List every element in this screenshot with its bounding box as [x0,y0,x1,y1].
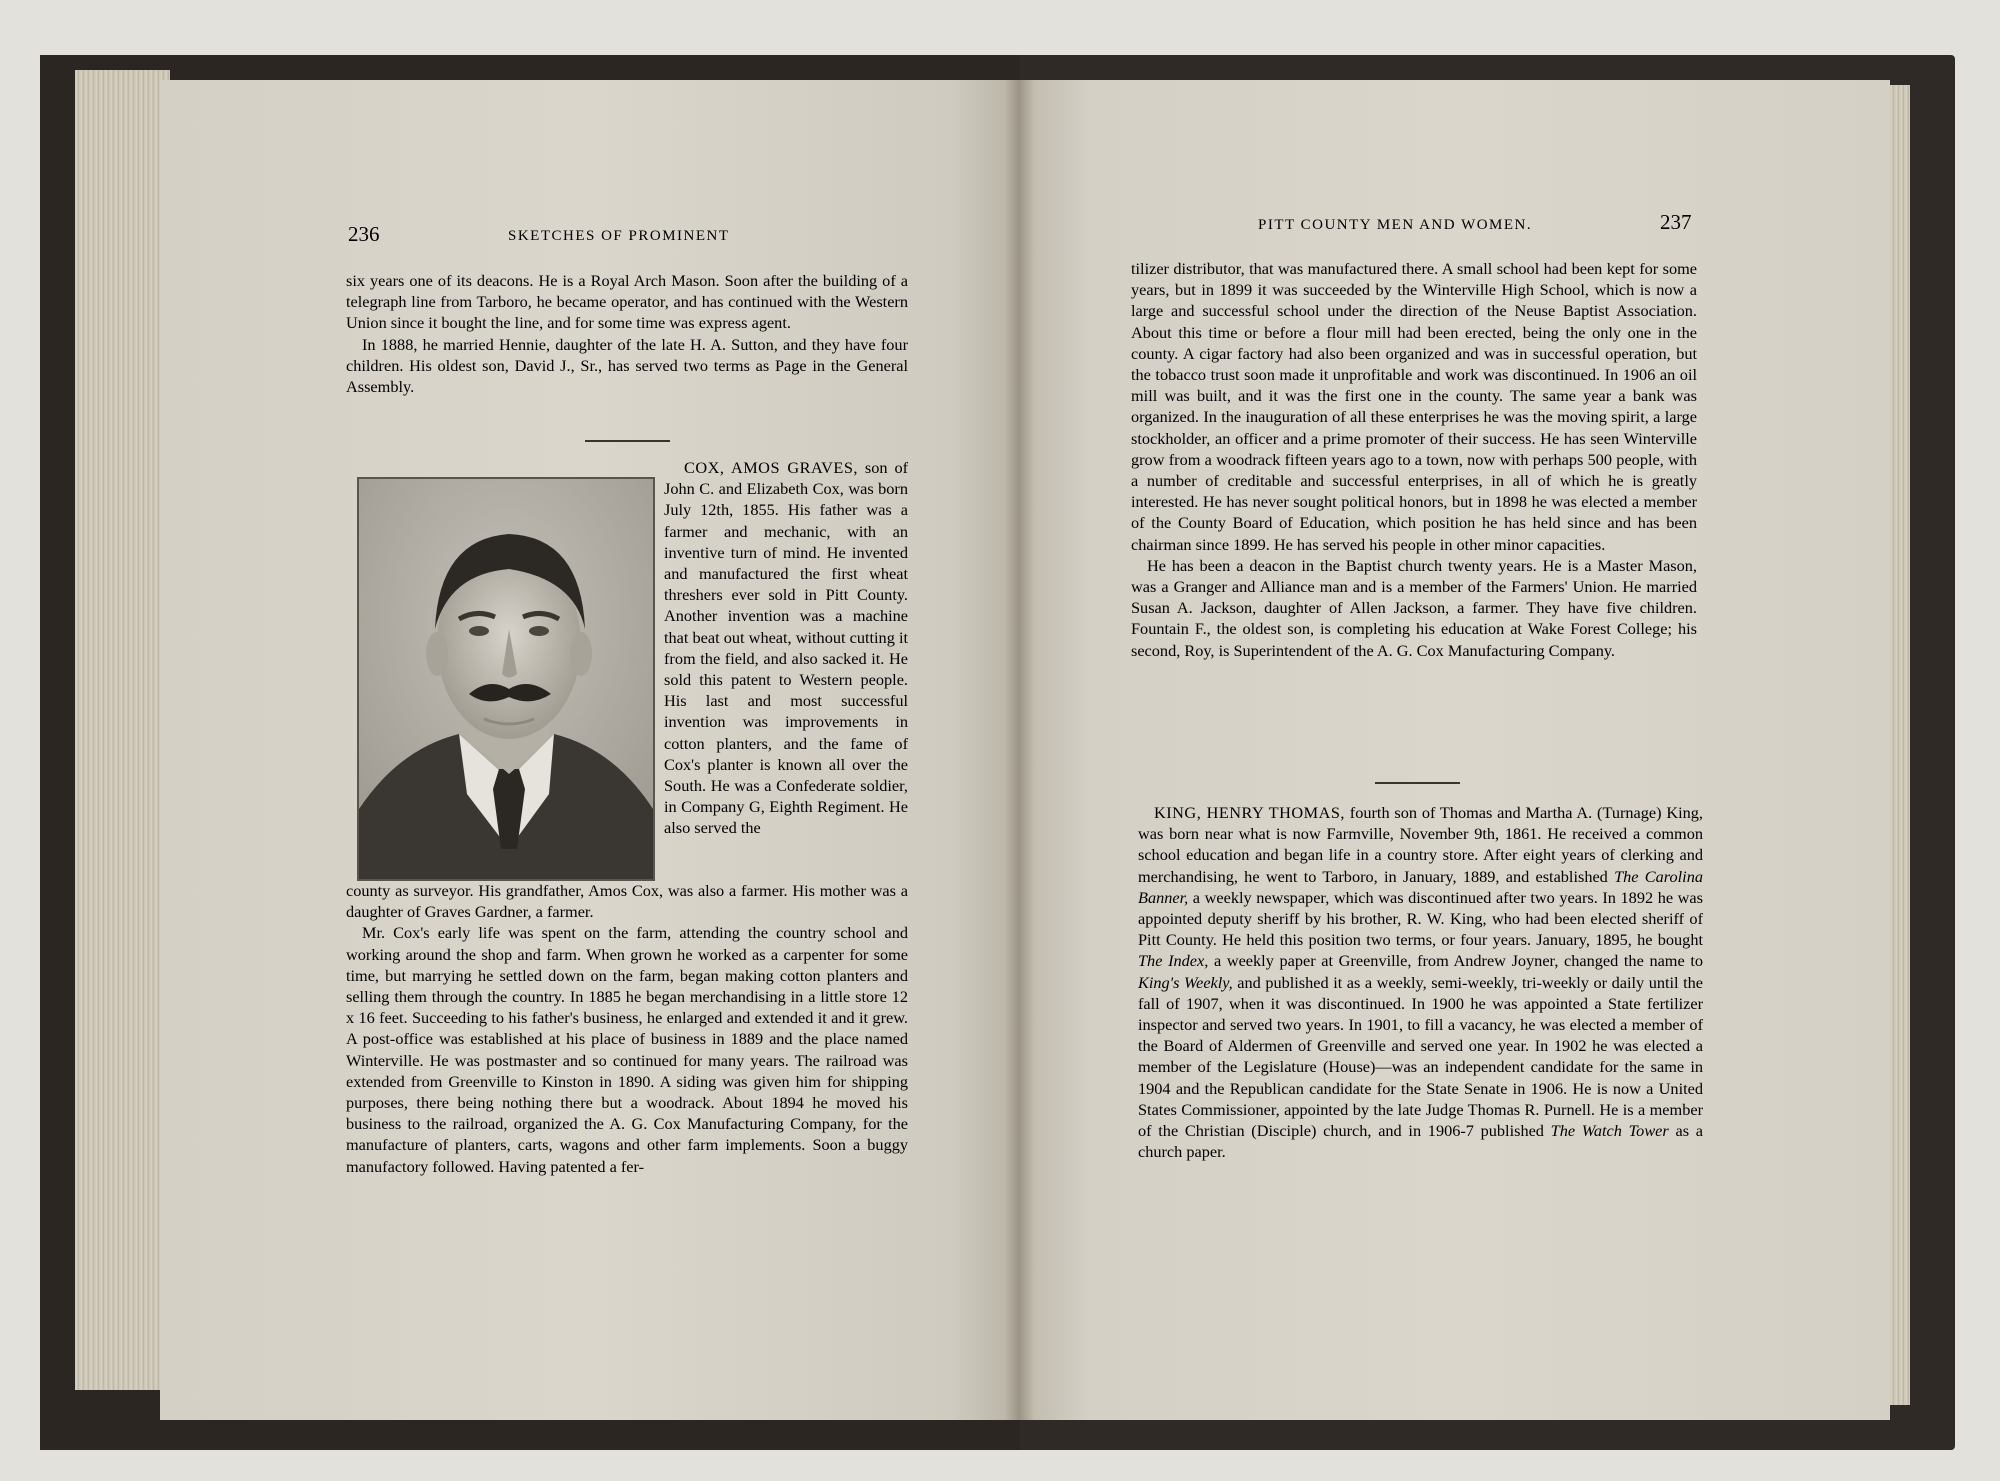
king-text-d: and published it as a weekly, semi-weekly, tri-weekly or daily until the fall of 1907, when it was discontinued. In 1900 he was appointed a State fertilizer inspector and served two years. In 1901, to fill a vacancy, he was elected a member of the Board of Aldermen of Greenville and served one year. In 1902 he was elected a member of the Legislature (House)—was an independent candidate for the same in 1904 and the Republican candidate for the State Senate in 1906. He is now a United States Commissioner, appointed by the late Judge Thomas R. Purnell. He is a member of the Christian (Disciple) church, and in 1906-7 published [1138,972,1703,1141]
left-running-head: SKETCHES OF PROMINENT [508,228,730,244]
king-entry-name: KING, HENRY THOMAS, [1154,803,1345,822]
right-top-text [1131,258,1697,661]
left-bottom-text [346,880,908,1177]
gutter [1005,80,1035,1420]
king-text-c: a weekly paper at Greenville, from Andrew Joyner, changed the name to [1213,951,1704,971]
king-title-kings-weekly: King's Weekly, [1138,972,1233,992]
left-para-2: In 1888, he married Hennie, daughter of the late H. A. Sutton, and they have four children. His oldest son, David J., Sr., has served two terms as Page in the General Assembly. [346,334,908,397]
right-running-head: PITT COUNTY MEN AND WOMEN. [1258,217,1533,233]
cox-entry-continue: county as surveyor. His grandfather, Amos Cox, was also a farmer. His mother was a daughter of Graves Gardner, a farmer. [346,881,908,922]
king-entry [1138,802,1703,1162]
king-text-e: as a church paper. [1138,1121,1703,1162]
king-title-index: The Index, [1138,951,1209,971]
section-divider-right [1375,782,1460,784]
right-page-number: 237 [1660,210,1692,234]
left-top-text [346,270,908,397]
right-para-2: He has been a deacon in the Baptist church twenty years. He is a Master Mason, was a Granger and Alliance man and is a member of the Farmers' Union. He married Susan A. Jackson, daughter of Allen Jackson, a farmer. They have five children. Fountain F., the oldest son, is completing his education at Wake Forest College; his second, Roy, is Superintendent of the A. G. Cox Manufacturing Company. [1131,555,1697,660]
section-divider-left [585,440,670,442]
cox-entry-para: Mr. Cox's early life was spent on the farm, attending the country school and working around the shop and farm. When grown he worked as a carpenter for some time, but marrying he settled down on the farm, began making cotton planters and selling them through the country. In 1885 he began merchandising in a little store 12 x 16 feet. Succeeding to his father's business, he enlarged and extended it and it grew. A post-office was established at his place of business in 1889 and the place named Winterville. He was postmaster and so continued for many years. The railroad was extended from Greenville to Kinston in 1890. A siding was given him for shipping purposes, there being nothing there but a woodrack. About 1894 he moved his business to the railroad, organized the A. G. Cox Manufacturing Company, for the manufacture of planters, carts, wagons and other farm implements. Soon a buggy manufactory followed. Having patented a fer- [346,923,908,1176]
page-edges-left [75,70,170,1390]
king-title-carolina-banner: The Carolina Banner, [1138,866,1703,907]
portrait-amos-graves-cox [357,477,655,881]
left-para-1: six years one of its deacons. He is a Royal Arch Mason. Soon after the building of a telegraph line from Tarboro, he became operator, and has continued with the Western Union since it bought the line, and for some time was express agent. [346,271,908,333]
right-para-1: tilizer distributor, that was manufactured there. A small school had been kept for some years, but in 1899 it was succeeded by the Winterville High School, which is now a large and successful school under the direction of the Neuse Baptist Association. About this time or before a flour mill had been erected, being the only one in the county. A cigar factory had also been organized and was in successful operation, but the tobacco trust soon made it unprofitable and work was discontinued. In 1906 an oil mill was built, and it was the first one in the county. The same year a bank was organized. In the inauguration of all these enterprises he was the moving spirit, a large stockholder, an officer and a prime promoter of their success. He has seen Winterville grow from a woodrack fifteen years ago to a town, now with perhaps 500 people, with a number of creditable and successful enterprises, in all of which he is greatly interested. He has never sought political honors, but in 1898 he was elected a member of the County Board of Education, which position he has held since and has been chairman since 1899. He has served his people in other minor capacities. [1131,259,1697,554]
king-text-a: fourth son of Thomas and Martha A. (Turnage) King, was born near what is now Farmville, November 9th, 1861. He received a common school education and began life in a country store. After eight years of clerking and merchandising, he went to Tarboro, in January, 1889, and established [1138,803,1703,886]
left-page-number: 236 [348,222,380,246]
king-title-watch-tower: The Watch Tower [1550,1121,1669,1141]
cox-entry-name: COX, AMOS GRAVES, [684,458,859,477]
cox-entry-side-text: son of John C. and Elizabeth Cox, was born July 12th, 1855. His father was a farmer and mechanic, with an inventive turn of mind. He invented and manufactured the first wheat threshers ever sold in Pitt County. Another invention was a machine that beat out wheat, without cutting it from the field, and also sacked it. He sold this patent to Western people. His last and most successful invention was improvements in cotton planters, and the fame of Cox's planter is known all over the South. He was a Confederate soldier, in Company G, Eighth Regiment. He also served the [664,458,909,838]
portrait-photo [359,479,653,879]
cox-entry-side-column [664,457,908,839]
king-text-b: a weekly newspaper, which was discontinued after two years. In 1892 he was appointed deputy sheriff by his brother, R. W. King, who had been elected sheriff of Pitt County. He held this position two terms, or four years. January, 1895, he bought [1138,887,1703,950]
